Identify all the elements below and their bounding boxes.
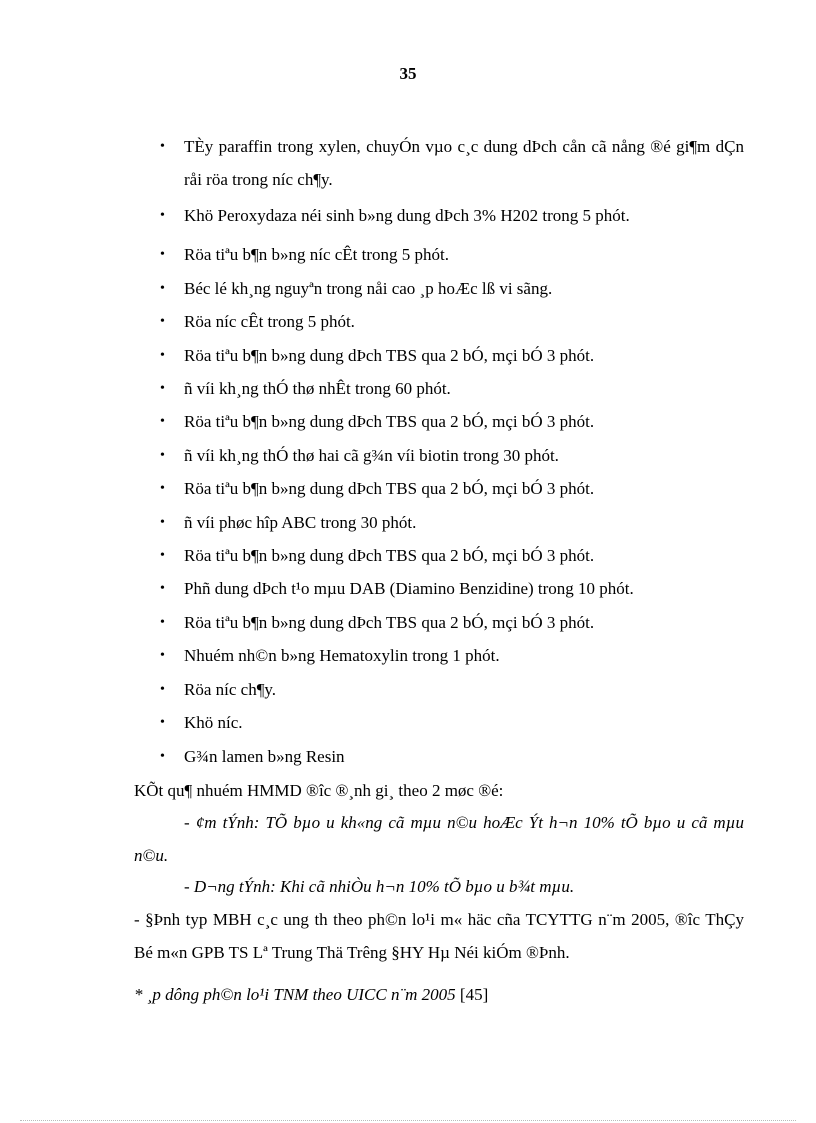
step-text: ñ víi phøc hîp ABC trong 30 phót. — [184, 512, 417, 532]
bullet-icon: • — [160, 381, 165, 397]
step-text: TÈy paraffin trong xylen, chuyÓn vµo c¸c dung dÞch cån cã nång ®é gi¶m dÇn råi röa trong níc ch¶y. — [184, 137, 744, 189]
step-text: Phñ dung dÞch t¹o mµu DAB (Diamino Benzidine) trong 10 phót. — [184, 579, 634, 599]
list-item — [160, 706, 744, 739]
bullet-icon: • — [160, 715, 165, 731]
step-text: Röa tiªu b¶n b»ng níc cÊt trong 5 phót. — [184, 245, 450, 265]
bullet-icon: • — [160, 748, 165, 764]
bullet-icon: • — [160, 447, 165, 463]
footer-divider — [20, 1120, 796, 1121]
classification-paragraph: - §Þnh typ MBH c¸c ung th theo ph©n lo¹i m« häc cña TCYTTG n¨m 2005, ®îc ThÇy Bé m«n GPB TS Lª Trung Thä Trêng §HY Hµ Néi kiÓm ®Þnh. — [134, 910, 744, 962]
step-text: Röa tiªu b¶n b»ng dung dÞch TBS qua 2 bÓ, mçi bÓ 3 phót. — [184, 412, 595, 432]
bullet-icon: • — [160, 414, 165, 430]
list-item — [160, 130, 744, 196]
page-number: 35 — [399, 64, 417, 83]
list-item — [160, 572, 744, 605]
list-item — [160, 506, 744, 539]
list-item — [160, 339, 744, 372]
positive-criterion: - D¬ng tÝnh: Khi cã nhiÒu h¬n 10% tÕ bµo u b¾t mµu. — [184, 877, 575, 896]
bullet-icon: • — [160, 648, 165, 664]
list-item — [160, 439, 744, 472]
bullet-icon: • — [160, 548, 165, 564]
negative-criterion: - ¢m tÝnh: TÕ bµo u kh«ng cã mµu n©u hoÆc Ýt h¬n 10% tÕ bµo u cã mµu n©u. — [134, 813, 744, 865]
result-intro: KÕt qu¶ nhuém HMMD ®îc ®¸nh gi¸ theo 2 møc ®é: — [134, 781, 504, 800]
step-text: ñ víi kh¸ng thÓ thø nhÊt trong 60 phót. — [184, 379, 451, 399]
step-text: Béc lé kh¸ng nguyªn trong nåi cao ¸p hoÆc lß vi sãng. — [184, 278, 553, 298]
list-item — [160, 539, 744, 572]
list-item — [160, 606, 744, 639]
procedure-steps-list — [160, 130, 744, 773]
list-item — [160, 472, 744, 505]
list-item — [160, 405, 744, 438]
bullet-icon: • — [160, 139, 165, 154]
list-item — [160, 372, 744, 405]
bullet-icon: • — [160, 481, 165, 497]
bullet-icon: • — [160, 247, 165, 263]
list-item — [160, 639, 744, 672]
bullet-icon: • — [160, 681, 165, 697]
step-text: Röa tiªu b¶n b»ng dung dÞch TBS qua 2 bÓ, mçi bÓ 3 phót. — [184, 612, 595, 632]
step-text: Röa tiªu b¶n b»ng dung dÞch TBS qua 2 bÓ, mçi bÓ 3 phót. — [184, 345, 595, 365]
bullet-icon: • — [160, 614, 165, 630]
list-item — [160, 740, 744, 773]
bullet-icon: • — [160, 280, 165, 296]
step-text: Röa níc ch¶y. — [184, 679, 277, 699]
bullet-icon: • — [160, 208, 165, 223]
list-item — [160, 673, 744, 706]
list-item — [160, 305, 744, 338]
reference-citation: [45] — [455, 985, 489, 1004]
bullet-icon: • — [160, 314, 165, 330]
step-text: G¾n lamen b»ng Resin — [184, 746, 345, 766]
bullet-icon: • — [160, 347, 165, 363]
staging-note — [134, 978, 744, 1011]
bullet-icon: • — [160, 581, 165, 597]
step-text: Khö níc. — [184, 713, 243, 733]
list-item — [160, 238, 744, 271]
step-text: Röa tiªu b¶n b»ng dung dÞch TBS qua 2 bÓ, mçi bÓ 3 phót. — [184, 479, 595, 499]
step-text: ñ víi kh¸ng thÓ thø hai cã g¾n víi biotin trong 30 phót. — [184, 445, 559, 465]
step-text: Nhuém nh©n b»ng Hematoxylin trong 1 phót. — [184, 646, 500, 666]
staging-note-text: * ¸p dông ph©n lo¹i TNM theo UICC n¨m 2005 — [134, 985, 456, 1004]
step-text: Röa níc cÊt trong 5 phót. — [184, 312, 355, 332]
bullet-icon: • — [160, 514, 165, 530]
list-item — [160, 199, 744, 232]
step-text: Khö Peroxydaza néi sinh b»ng dung dÞch 3% H202 trong 5 phót. — [184, 206, 630, 225]
list-item — [160, 272, 744, 305]
step-text: Röa tiªu b¶n b»ng dung dÞch TBS qua 2 bÓ, mçi bÓ 3 phót. — [184, 546, 595, 566]
